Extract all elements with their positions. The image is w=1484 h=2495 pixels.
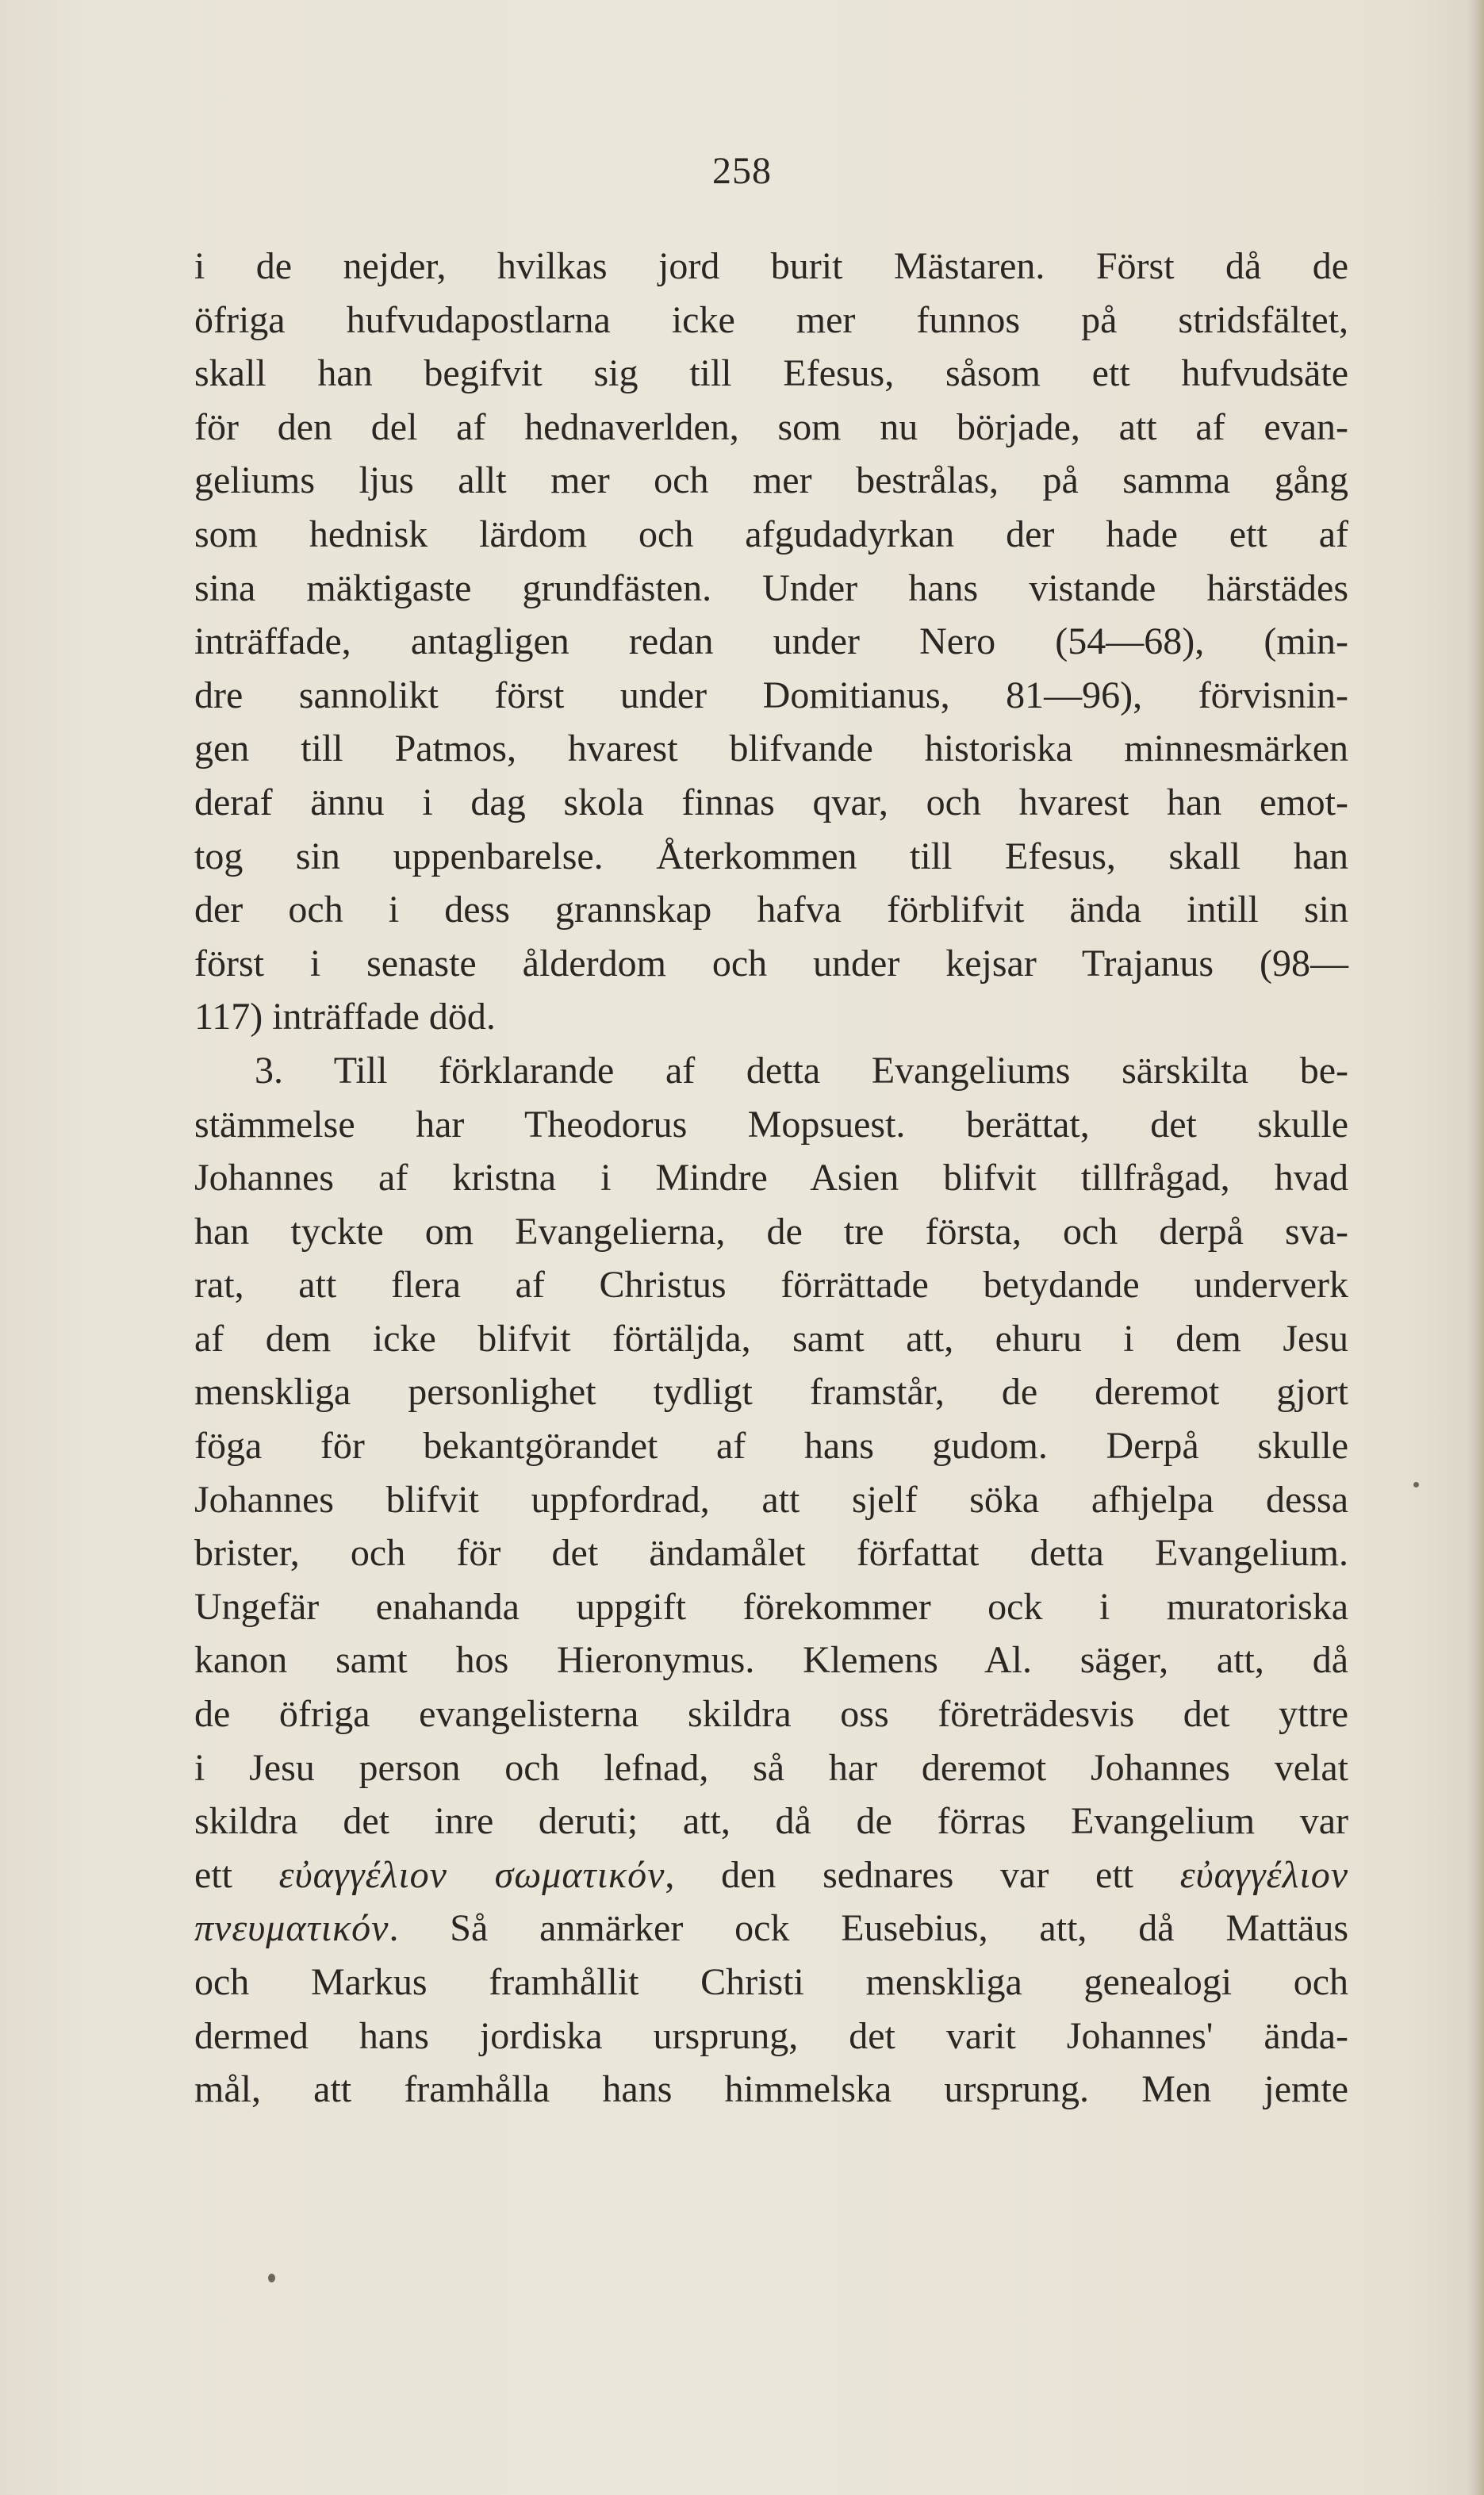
ink-spot <box>268 2274 275 2282</box>
text-line: sina mäktigaste grundfästen. Under hans vistande härstädes <box>194 566 1348 609</box>
text-line: Johannes blifvit uppfordrad, att sjelf söka afhjelpa dessa <box>194 1478 1348 1521</box>
text-line: af dem icke blifvit förtäljda, samt att, ehuru i dem Jesu <box>194 1317 1348 1360</box>
greek-phrase: πνευματικόν <box>194 1907 389 1950</box>
text-line: ett εὐαγγέλιον σωματικόν, den sednares var ett εὐαγγέλιον <box>194 1853 1348 1896</box>
text-line: menskliga personlighet tydligt framstår, de deremot gjort <box>194 1371 1348 1414</box>
text-line: Ungefär enahanda uppgift förekommer ock i muratoriska <box>194 1585 1348 1628</box>
text-line: och Markus framhållit Christi menskliga genealogi och <box>194 1961 1348 2003</box>
text-line: inträffade, antagligen redan under Nero (54—68), (min- <box>194 620 1348 663</box>
text-line: skall han begifvit sig till Efesus, såsom ett hufvudsäte <box>194 352 1348 395</box>
text-line: skildra det inre deruti; att, då de förras Evangelium var <box>194 1800 1348 1843</box>
text-line: brister, och för det ändamålet författat detta Evangelium. <box>194 1532 1348 1575</box>
text-line: 117) inträffade död. <box>194 996 496 1038</box>
ink-spot <box>1413 1482 1419 1487</box>
text-line: 3. Till förklarande af detta Evangeliums särskilta be- <box>255 1049 1348 1092</box>
text-line: der och i dess grannskap hafva förblifvit ända intill sin <box>194 889 1348 931</box>
text-line: deraf ännu i dag skola finnas qvar, och hvarest han emot- <box>194 781 1348 823</box>
text-line: dermed hans jordiska ursprung, det varit Johannes' ända- <box>194 2014 1348 2057</box>
page-number: 258 <box>712 150 772 192</box>
text-line: han tyckte om Evangelierna, de tre första, och derpå sva- <box>194 1210 1348 1253</box>
text-line: kanon samt hos Hieronymus. Klemens Al. säger, att, då <box>194 1639 1348 1682</box>
text-line: i Jesu person och lefnad, så har deremot Johannes velat <box>194 1746 1348 1789</box>
greek-phrase: εὐαγγέλιον σωματικόν <box>278 1853 665 1896</box>
text-line: öfriga hufvudapostlarna icke mer funnos på stridsfältet, <box>194 298 1348 341</box>
greek-phrase: εὐαγγέλιον <box>1179 1853 1348 1896</box>
text-line: de öfriga evangelisterna skildra oss företrädesvis det yttre <box>194 1693 1348 1736</box>
text-line: tog sin uppenbarelse. Återkommen till Efesus, skall han <box>194 835 1348 877</box>
text-line: rat, att flera af Christus förrättade betydande underverk <box>194 1264 1348 1307</box>
text-line: först i senaste ålderdom och under kejsar Trajanus (98— <box>194 942 1348 985</box>
text-line: i de nejder, hvilkas jord burit Mästaren. Först då de <box>194 245 1348 287</box>
page-edge-shadow <box>1467 0 1484 2495</box>
text-line: πνευματικόν. Så anmärker ock Eusebius, att, då Mattäus <box>194 1907 1348 1950</box>
text-line: föga för bekantgörandet af hans gudom. Derpå skulle <box>194 1425 1348 1468</box>
text-line: stämmelse har Theodorus Mopsuest. berättat, det skulle <box>194 1103 1348 1146</box>
text-line: som hednisk lärdom och afgudadyrkan der hade ett af <box>194 512 1348 555</box>
text-line: dre sannolikt först under Domitianus, 81—96), förvisnin- <box>194 674 1348 716</box>
text-line: gen till Patmos, hvarest blifvande historiska minnesmärken <box>194 727 1348 770</box>
text-line: mål, att framhålla hans himmelska ursprung. Men jemte <box>194 2068 1348 2111</box>
text-line: geliums ljus allt mer och mer bestrålas, på samma gång <box>194 459 1348 502</box>
body-text <box>194 240 1348 2117</box>
text-line: Johannes af kristna i Mindre Asien blifvit tillfrågad, hvad <box>194 1157 1348 1200</box>
text-line: för den del af hednaverlden, som nu började, att af evan- <box>194 405 1348 448</box>
